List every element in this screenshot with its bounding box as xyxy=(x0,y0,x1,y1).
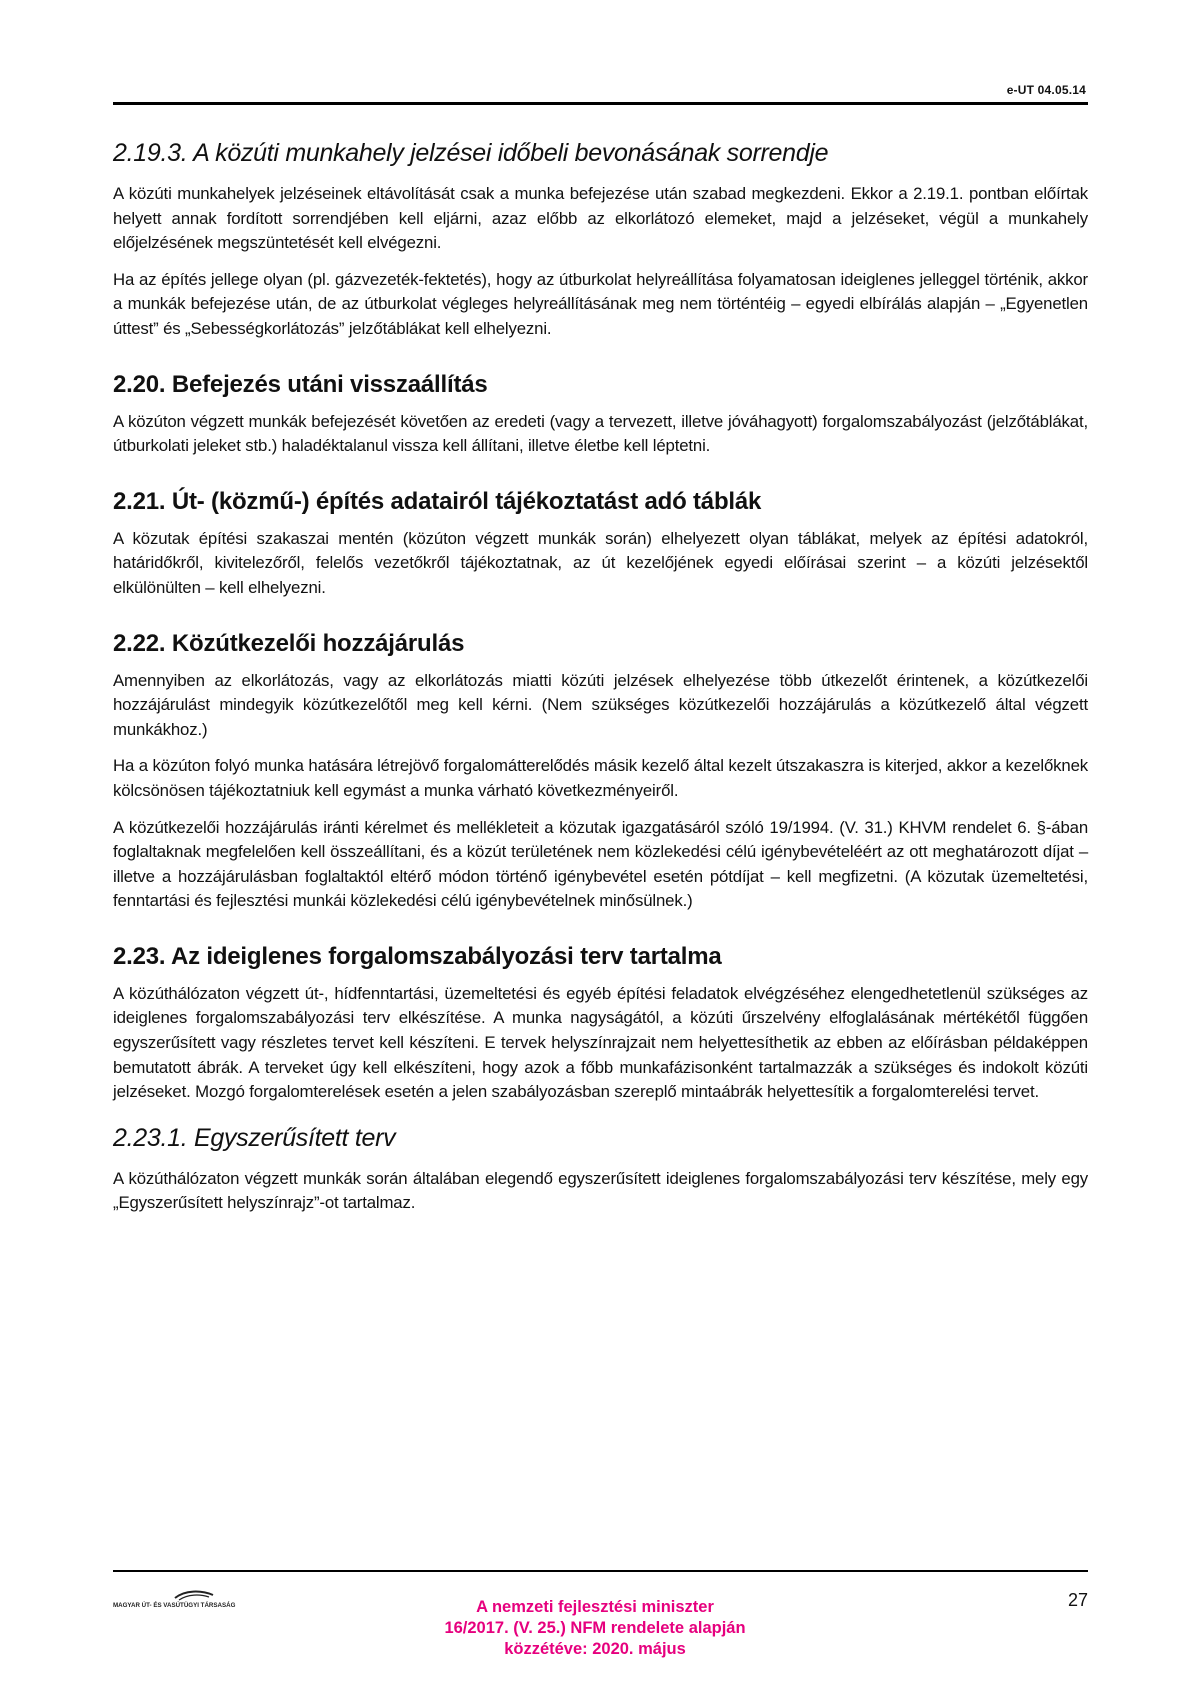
paragraph: Ha az építés jellege olyan (pl. gázvezeték-fektetés), hogy az útburkolat helyreállítása folyamatosan ideiglenes jelleggel történik, akkor a munkák befejezése után, de az útburkolat végleges helyreállításának meg nem történtéig – egyedi elbírálás alapján – „Egyenetlen úttest” és „Sebességkorlátozás” jelzőtáblákat kell elhelyezni. xyxy=(113,269,1088,338)
section-heading-2-21: 2.21. Út- (közmű-) építés adatairól tájékoztatást adó táblák xyxy=(113,487,762,515)
section-heading-2-23: 2.23. Az ideiglenes forgalomszabályozási terv tartalma xyxy=(113,942,722,970)
section-heading-2-23-1: 2.23.1. Egyszerűsített terv xyxy=(113,1123,396,1152)
paragraph: A közúti munkahelyek jelzéseinek eltávolítását csak a munka befejezése után szabad megkezdeni. Ekkor a 2.19.1. pontban előírtak helyett annak fordított sorrendjében kell eljárni, azaz előbb az elkorlátozó elemeket, majd a jelzéseket, végül a munkahely előjelzésének megszüntetését kell elvégezni. xyxy=(113,184,1088,253)
publication-note xyxy=(395,1597,795,1660)
paragraph: A közúton végzett munkák befejezését követően az eredeti (vagy a tervezett, illetve jóváhagyott) forgalomszabályozást (jelzőtáblákat, útburkolati jeleket stb.) haladéktalanul vissza kell állítani, illetve életbe kell léptetni. xyxy=(113,411,1088,456)
page-content xyxy=(113,138,1088,1228)
document-code: e-UT 04.05.14 xyxy=(1006,83,1086,97)
paragraph: A közutak építési szakaszai mentén (közúton végzett munkák során) elhelyezett olyan táblákat, melyek az építési adatokról, határidőkről, kivitelezőről, felelős vezetőkről tájékoztatnak, az út kezelőjének egyedi előírásai szerint – a közúti jelzésektől elkülönülten – kell elhelyezni. xyxy=(113,528,1088,597)
section-heading-2-22: 2.22. Közútkezelői hozzájárulás xyxy=(113,629,465,657)
logo-text: MAGYAR ÚT- ÉS VASÚTÜGYI TÁRSASÁG xyxy=(113,1602,236,1609)
section-heading-2-19-3: 2.19.3. A közúti munkahely jelzései időbeli bevonásának sorrendje xyxy=(113,139,829,167)
section-heading-2-20: 2.20. Befejezés utáni visszaállítás xyxy=(113,370,488,398)
paragraph: Ha a közúton folyó munka hatására létrejövő forgalomátterelődés másik kezelő által kezelt útszakaszra is kiterjed, akkor a kezelőknek kölcsönösen tájékoztatniuk kell egymást a munka várható következményeiről. xyxy=(113,756,1088,800)
publication-note-line: A nemzeti fejlesztési miniszter xyxy=(476,1598,714,1616)
footer-rule xyxy=(113,1570,1088,1572)
paragraph: Amennyiben az elkorlátozás, vagy az elkorlátozás miatti közúti jelzések elhelyezése több útkezelőt érintenek, a közútkezelői hozzájárulást mindegyik közútkezelőtől meg kell kérni. (Nem szükséges közútkezelői hozzájárulás a közútkezelő által végzett munkákhoz.) xyxy=(113,670,1088,739)
publication-note-line: 16/2017. (V. 25.) NFM rendelete alapján xyxy=(444,1619,746,1637)
page-number: 27 xyxy=(1067,1590,1088,1610)
society-logo xyxy=(113,1588,263,1610)
paragraph: A közúthálózaton végzett út-, hídfenntartási, üzemeltetési és egyéb építési feladatok elvégzéséhez elengedhetetlenül szükséges az ideiglenes forgalomszabályozási terv elkészítése. A munka nagyságától, a közúti űrszelvény elfoglalásának mértékétől függően egyszerűsített vagy részletes tervet kell készíteni. E tervek helyszínrajzait nem helyettesíthetik az ebben az előírásban példaképpen bemutatott ábrák. A terveket úgy kell elkészíteni, hogy azok a főbb munkafázisonként tartalmazzák a szükséges és indokolt közúti jelzéseket. Mozgó forgalomterelések esetén a jelen szabályozásban szereplő mintaábrák helyettesítik a forgalomterelési tervet. xyxy=(113,983,1088,1102)
header-rule xyxy=(113,102,1088,105)
paragraph: A közútkezelői hozzájárulás iránti kérelmet és mellékleteit a közutak igazgatásáról szóló 19/1994. (V. 31.) KHVM rendelet 6. §-ában foglaltaknak megfelelően kell összeállítani, és a közút területének nem közlekedési célú igénybevételéért az ott meghatározott díjat – illetve a hozzájárulásban foglaltaktól eltérő módon történő igénybevétel esetén pótdíjat – kell megfizetni. (A közutak üzemeltetési, fenntartási és fejlesztési munkái közlekedési célú igénybevételnek minősülnek.) xyxy=(113,817,1088,911)
paragraph: A közúthálózaton végzett munkák során általában elegendő egyszerűsített ideiglenes forgalomszabályozási terv készítése, mely egy „Egyszerűsített helyszínrajz”-ot tartalmaz. xyxy=(113,1168,1088,1213)
publication-note-line: közzétéve: 2020. május xyxy=(504,1640,686,1658)
